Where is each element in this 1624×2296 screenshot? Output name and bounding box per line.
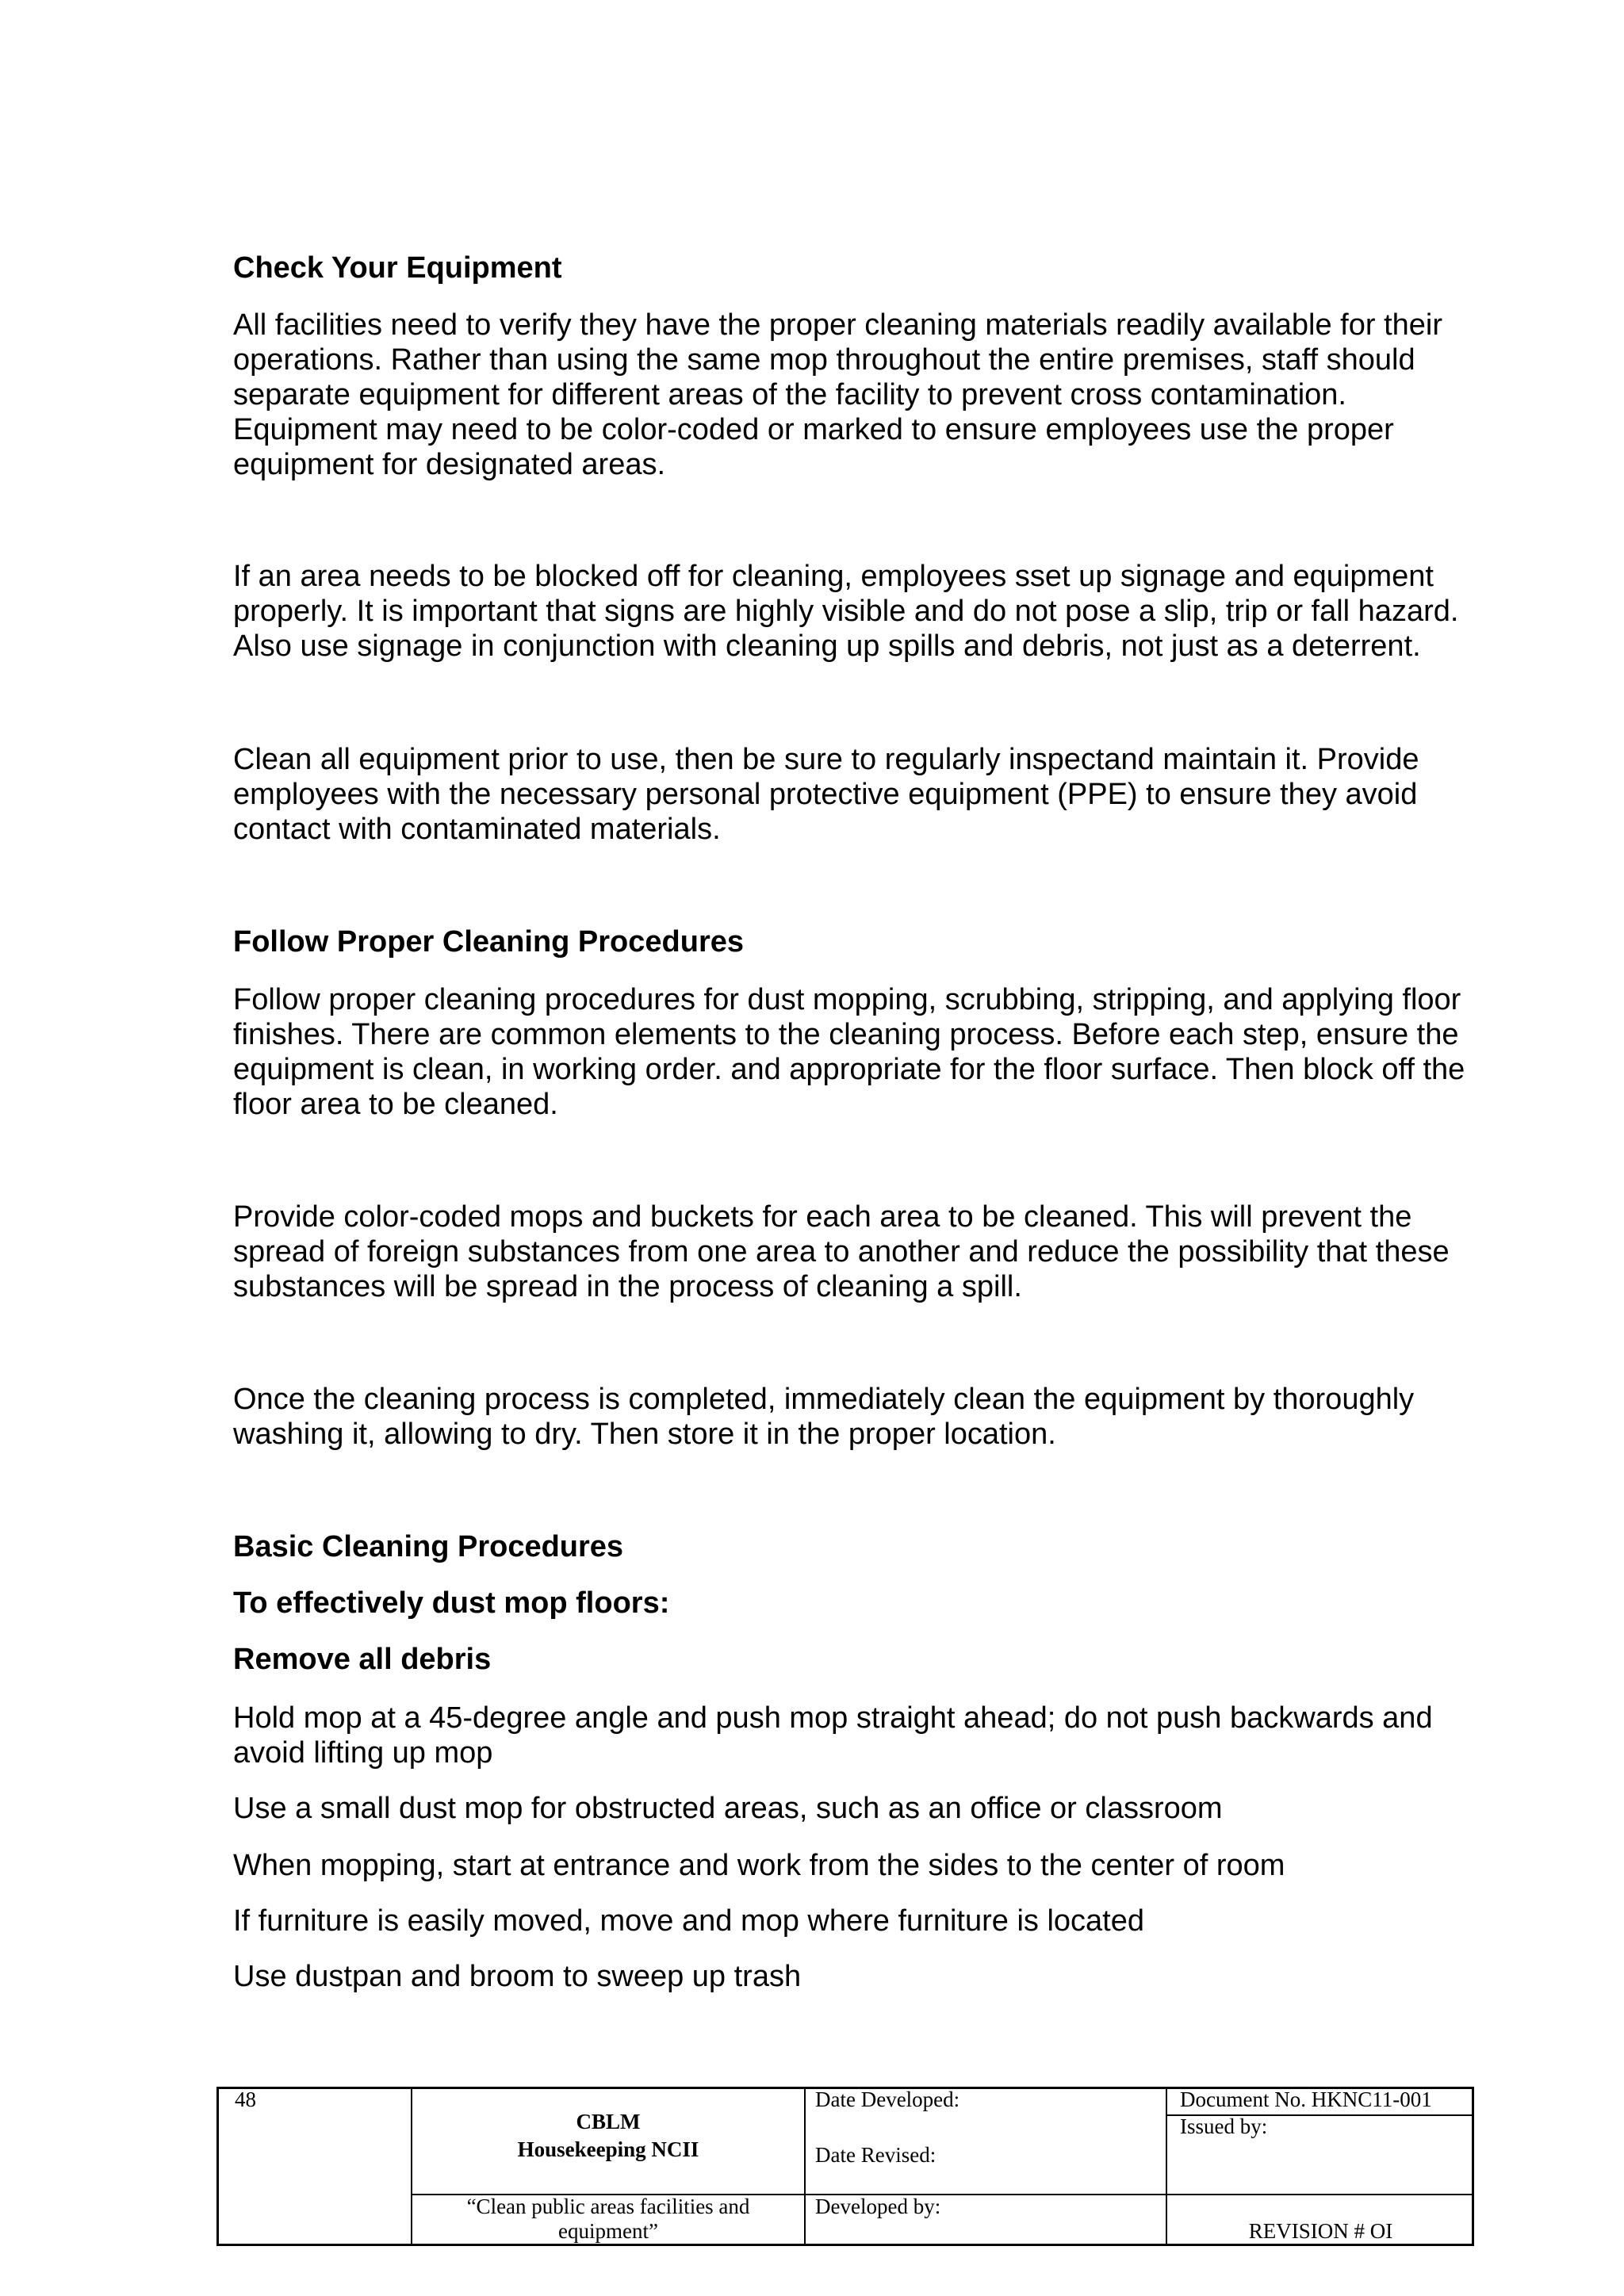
text-line: Follow proper cleaning procedures for dust mopping, scrubbing, stripping, and applying floor — [233, 983, 1461, 1016]
paragraph — [233, 559, 1502, 664]
footer-table — [216, 2087, 1474, 2246]
subheading-remove-debris: Remove all debris — [233, 1643, 492, 1676]
text-line: equipment is clean, in working order. and appropriate for the floor surface. Then block off the — [233, 1053, 1465, 1086]
text-line: separate equipment for different areas of the facility to prevent cross contamination. — [233, 378, 1346, 411]
document-body — [233, 251, 1502, 1994]
footer-subtitle-line: “Clean public areas facilities and — [466, 2195, 750, 2218]
step-item — [233, 1701, 1502, 1770]
text-line: finishes. There are common elements to the cleaning process. Before each step, ensure the — [233, 1018, 1459, 1051]
text-line: employees with the necessary personal protective equipment (PPE) to ensure they avoid — [233, 778, 1418, 811]
text-line: Once the cleaning process is completed, immediately clean the equipment by thoroughly — [233, 1383, 1415, 1416]
footer-title-line: Housekeeping NCII — [517, 2137, 699, 2161]
step-item: Use dustpan and broom to sweep up trash — [233, 1960, 802, 1993]
footer-title — [412, 2110, 804, 2162]
text-line: All facilities need to verify they have the proper cleaning materials readily available for their — [233, 308, 1443, 342]
text-line: If an area needs to be blocked off for cleaning, employees sset up signage and equipment — [233, 560, 1434, 593]
date-developed-label: Date Developed: — [815, 2087, 960, 2111]
step-item: Use a small dust mop for obstructed areas, such as an office or classroom — [233, 1792, 1223, 1825]
date-revised-label: Date Revised: — [815, 2143, 936, 2167]
step-item: If furniture is easily moved, move and mop where furniture is located — [233, 1904, 1144, 1938]
issued-by-label: Issued by: — [1180, 2114, 1268, 2138]
text-line: Provide color-coded mops and buckets for each area to be cleaned. This will prevent the — [233, 1200, 1412, 1234]
text-line: contact with contaminated materials. — [233, 813, 721, 846]
text-line: equipment for designated areas. — [233, 448, 666, 481]
step-item: When mopping, start at entrance and work from the sides to the center of room — [233, 1849, 1285, 1882]
text-line: washing it, allowing to dry. Then store it in the proper location. — [233, 1418, 1056, 1451]
text-line: substances will be spread in the process of cleaning a spill. — [233, 1270, 1022, 1303]
document-number: Document No. HKNC11-001 — [1180, 2087, 1432, 2111]
text-line: floor area to be cleaned. — [233, 1088, 558, 1121]
text-line: operations. Rather than using the same mop throughout the entire premises, staff should — [233, 343, 1415, 377]
text-line: Clean all equipment prior to use, then be sure to regularly inspectand maintain it. Provide — [233, 743, 1419, 776]
text-line: spread of foreign substances from one area to another and reduce the possibility that these — [233, 1235, 1450, 1269]
text-line: avoid lifting up mop — [233, 1736, 493, 1770]
paragraph — [233, 308, 1502, 482]
section-heading-follow-procedures: Follow Proper Cleaning Procedures — [233, 925, 745, 959]
footer-subtitle-line: equipment” — [558, 2219, 658, 2243]
text-line: Equipment may need to be color-coded or marked to ensure employees use the proper — [233, 413, 1394, 446]
section-heading-check-equipment: Check Your Equipment — [233, 251, 562, 285]
subheading-dust-mop: To effectively dust mop floors: — [233, 1586, 670, 1620]
text-line: Also use signage in conjunction with cleaning up spills and debris, not just as a deterrent. — [233, 629, 1421, 663]
paragraph — [233, 982, 1502, 1122]
text-line: properly. It is important that signs are highly visible and do not pose a slip, trip or fall hazard. — [233, 595, 1459, 628]
footer-subtitle — [412, 2195, 804, 2244]
paragraph — [233, 1200, 1502, 1304]
developed-by-label: Developed by: — [815, 2195, 941, 2218]
page-number: 48 — [235, 2087, 256, 2111]
paragraph — [233, 742, 1502, 847]
section-heading-basic: Basic Cleaning Procedures — [233, 1530, 624, 1563]
footer-title-line: CBLM — [576, 2110, 641, 2133]
text-line: Hold mop at a 45-degree angle and push mop straight ahead; do not push backwards and — [233, 1701, 1433, 1735]
divider — [804, 2089, 806, 2244]
paragraph — [233, 1382, 1502, 1452]
revision-number: REVISION # OI — [1248, 2219, 1393, 2243]
